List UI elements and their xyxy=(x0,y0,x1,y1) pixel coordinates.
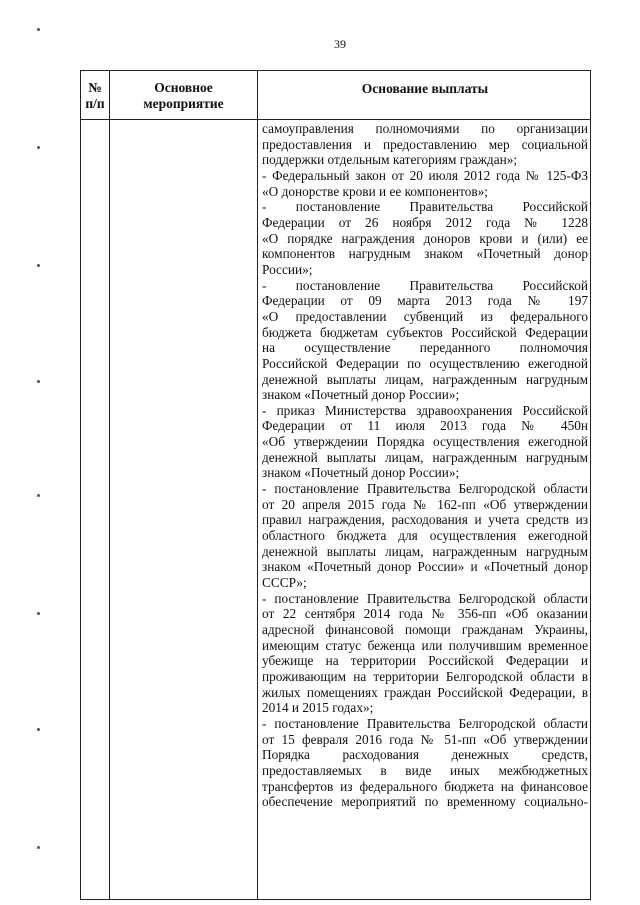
text-line: - приказ Министерства здравоохранения Российской xyxy=(262,402,588,418)
column-divider xyxy=(109,71,110,899)
header-number xyxy=(81,71,109,120)
header-payment-basis: Основание выплаты xyxy=(361,81,489,96)
text-line: от 15 февраля 2016 года № 51-пп «Об утверждении xyxy=(262,731,588,747)
margin-mark xyxy=(37,494,40,497)
margin-mark xyxy=(37,612,40,615)
margin-mark xyxy=(37,264,40,267)
text-line: Порядка расходования денежных средств, xyxy=(262,747,588,763)
column-divider xyxy=(257,71,258,899)
header-event-line: мероприятие xyxy=(143,95,224,111)
page-number: 39 xyxy=(334,37,346,51)
text-line: «О порядке награждения доноров крови и (или) ее xyxy=(262,230,588,246)
text-line: на осуществление переданного полномочия xyxy=(262,340,588,356)
text-line: предоставления и предоставлению мер социальной xyxy=(262,136,588,152)
text-line: 2014 и 2015 годах»; xyxy=(262,700,374,716)
text-line: бюджета бюджетам субъектов Российской Федерации xyxy=(262,324,588,340)
text-line: Федерации от 11 июля 2013 года № 450н xyxy=(262,418,588,434)
margin-mark xyxy=(37,28,40,31)
header-number-line: п/п xyxy=(85,95,105,111)
text-line: Российской Федерации по осуществлению ежегодной xyxy=(262,355,588,371)
header-event-line: Основное xyxy=(154,79,213,95)
document-table xyxy=(80,70,591,900)
text-line: предоставляемых в виде иных межбюджетных xyxy=(262,762,588,778)
text-line: «О предоставлении субвенций из федерального xyxy=(262,308,588,324)
margin-mark xyxy=(37,728,40,731)
text-line: адресной финансовой помощи гражданам Украины, xyxy=(262,622,588,637)
text-line: областного бюджета для осуществления ежегодной xyxy=(262,528,588,544)
text-line: Федерации от 26 ноября 2012 года № 1228 xyxy=(262,214,588,230)
text-line: самоуправления полномочиями по организации xyxy=(262,121,588,136)
text-line: поддержки отдельным категориям граждан»; xyxy=(262,152,518,168)
margin-mark xyxy=(37,146,40,149)
header-main-event xyxy=(110,71,257,120)
text-line: проживающим на территории Белгородской области в xyxy=(262,668,588,684)
text-line: денежной выплаты лицам, награжденным нагрудным xyxy=(262,371,588,387)
text-line: - постановление Правительства Российской xyxy=(262,277,588,293)
text-line: убежище на территории Российской Федерации и xyxy=(262,653,588,669)
binding-hole-marks xyxy=(0,0,40,905)
table-header-row xyxy=(81,71,590,120)
header-number-line: № xyxy=(88,79,102,95)
text-line: от 22 сентября 2014 года № 356-пп «Об оказании xyxy=(262,606,588,622)
text-line: - постановление Правительства Белгородской области xyxy=(262,481,588,497)
text-line: знаком «Почетный донор России»; xyxy=(262,387,460,403)
text-line: «О донорстве крови и ее компонентов»; xyxy=(262,183,488,199)
text-line: знаком «Почетный донор России»; xyxy=(262,465,460,481)
margin-mark xyxy=(37,380,40,383)
text-line: СССР»; xyxy=(262,575,307,591)
margin-mark xyxy=(37,846,40,849)
text-line: Федерации от 09 марта 2013 года № 197 xyxy=(262,293,588,309)
text-line: обеспечение мероприятий по временному социально- xyxy=(262,794,588,810)
text-line: денежной выплаты лицам, награжденным нагрудным xyxy=(262,449,588,465)
text-line: от 20 апреля 2015 года № 162-пп «Об утверждении xyxy=(262,496,588,512)
text-line: правил награждения, расходования и учета средств из xyxy=(262,512,588,528)
text-line: - постановление Правительства Белгородской области xyxy=(262,715,588,731)
text-line: «Об утверждении Порядка осуществления ежегодной xyxy=(262,434,588,450)
text-line: жилых помещениях граждан Российской Федерации, в xyxy=(262,684,588,700)
text-line: знаком «Почетный донор России» и «Почетный донор xyxy=(262,559,588,575)
text-line: - Федеральный закон от 20 июля 2012 года № 125-ФЗ xyxy=(262,167,588,183)
text-line: - постановление Правительства Белгородской области xyxy=(262,590,588,606)
payment-basis-text xyxy=(262,121,588,810)
text-line: денежной выплаты лицам, награжденным нагрудным xyxy=(262,543,588,559)
text-line: компонентов нагрудным знаком «Почетный донор xyxy=(262,246,588,262)
text-line: имеющим статус беженца или получившим временное xyxy=(262,637,588,653)
text-line: трансфертов из федерального бюджета на финансовое xyxy=(262,778,588,794)
text-line: - постановление Правительства Российской xyxy=(262,199,588,215)
text-line: России»; xyxy=(262,261,313,277)
